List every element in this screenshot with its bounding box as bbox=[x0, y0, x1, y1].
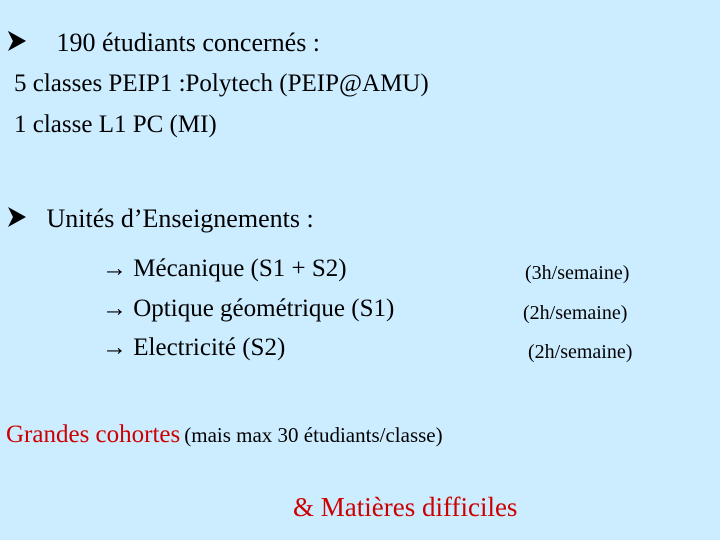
note-row bbox=[6, 421, 443, 449]
course-hours-2: (2h/semaine) bbox=[523, 302, 628, 324]
footer-text: & Matières difficiles bbox=[293, 492, 518, 522]
arrowhead-bullet-icon bbox=[6, 205, 28, 229]
note-highlight: Grandes cohortes bbox=[6, 421, 181, 448]
section1-heading-row bbox=[6, 28, 320, 58]
course-name-1: → Mécanique (S1 + S2) bbox=[102, 255, 347, 282]
course-hours-1: (3h/semaine) bbox=[525, 262, 630, 284]
section2-heading-row bbox=[6, 204, 314, 234]
course-hours-3: (2h/semaine) bbox=[528, 341, 633, 363]
arrowhead-bullet-icon bbox=[6, 29, 28, 53]
section1-line-1: 5 classes PEIP1 :Polytech (PEIP@AMU) bbox=[14, 70, 429, 97]
course-name-3: → Electricité (S2) bbox=[102, 334, 286, 361]
section1-heading: 190 étudiants concernés : bbox=[56, 28, 321, 57]
note-detail: (mais max 30 étudiants/classe) bbox=[184, 423, 443, 447]
section1-line-2: 1 classe L1 PC (MI) bbox=[14, 111, 217, 138]
section2-heading: Unités d’Enseignements : bbox=[46, 204, 314, 233]
course-name-2: → Optique géométrique (S1) bbox=[102, 295, 395, 322]
